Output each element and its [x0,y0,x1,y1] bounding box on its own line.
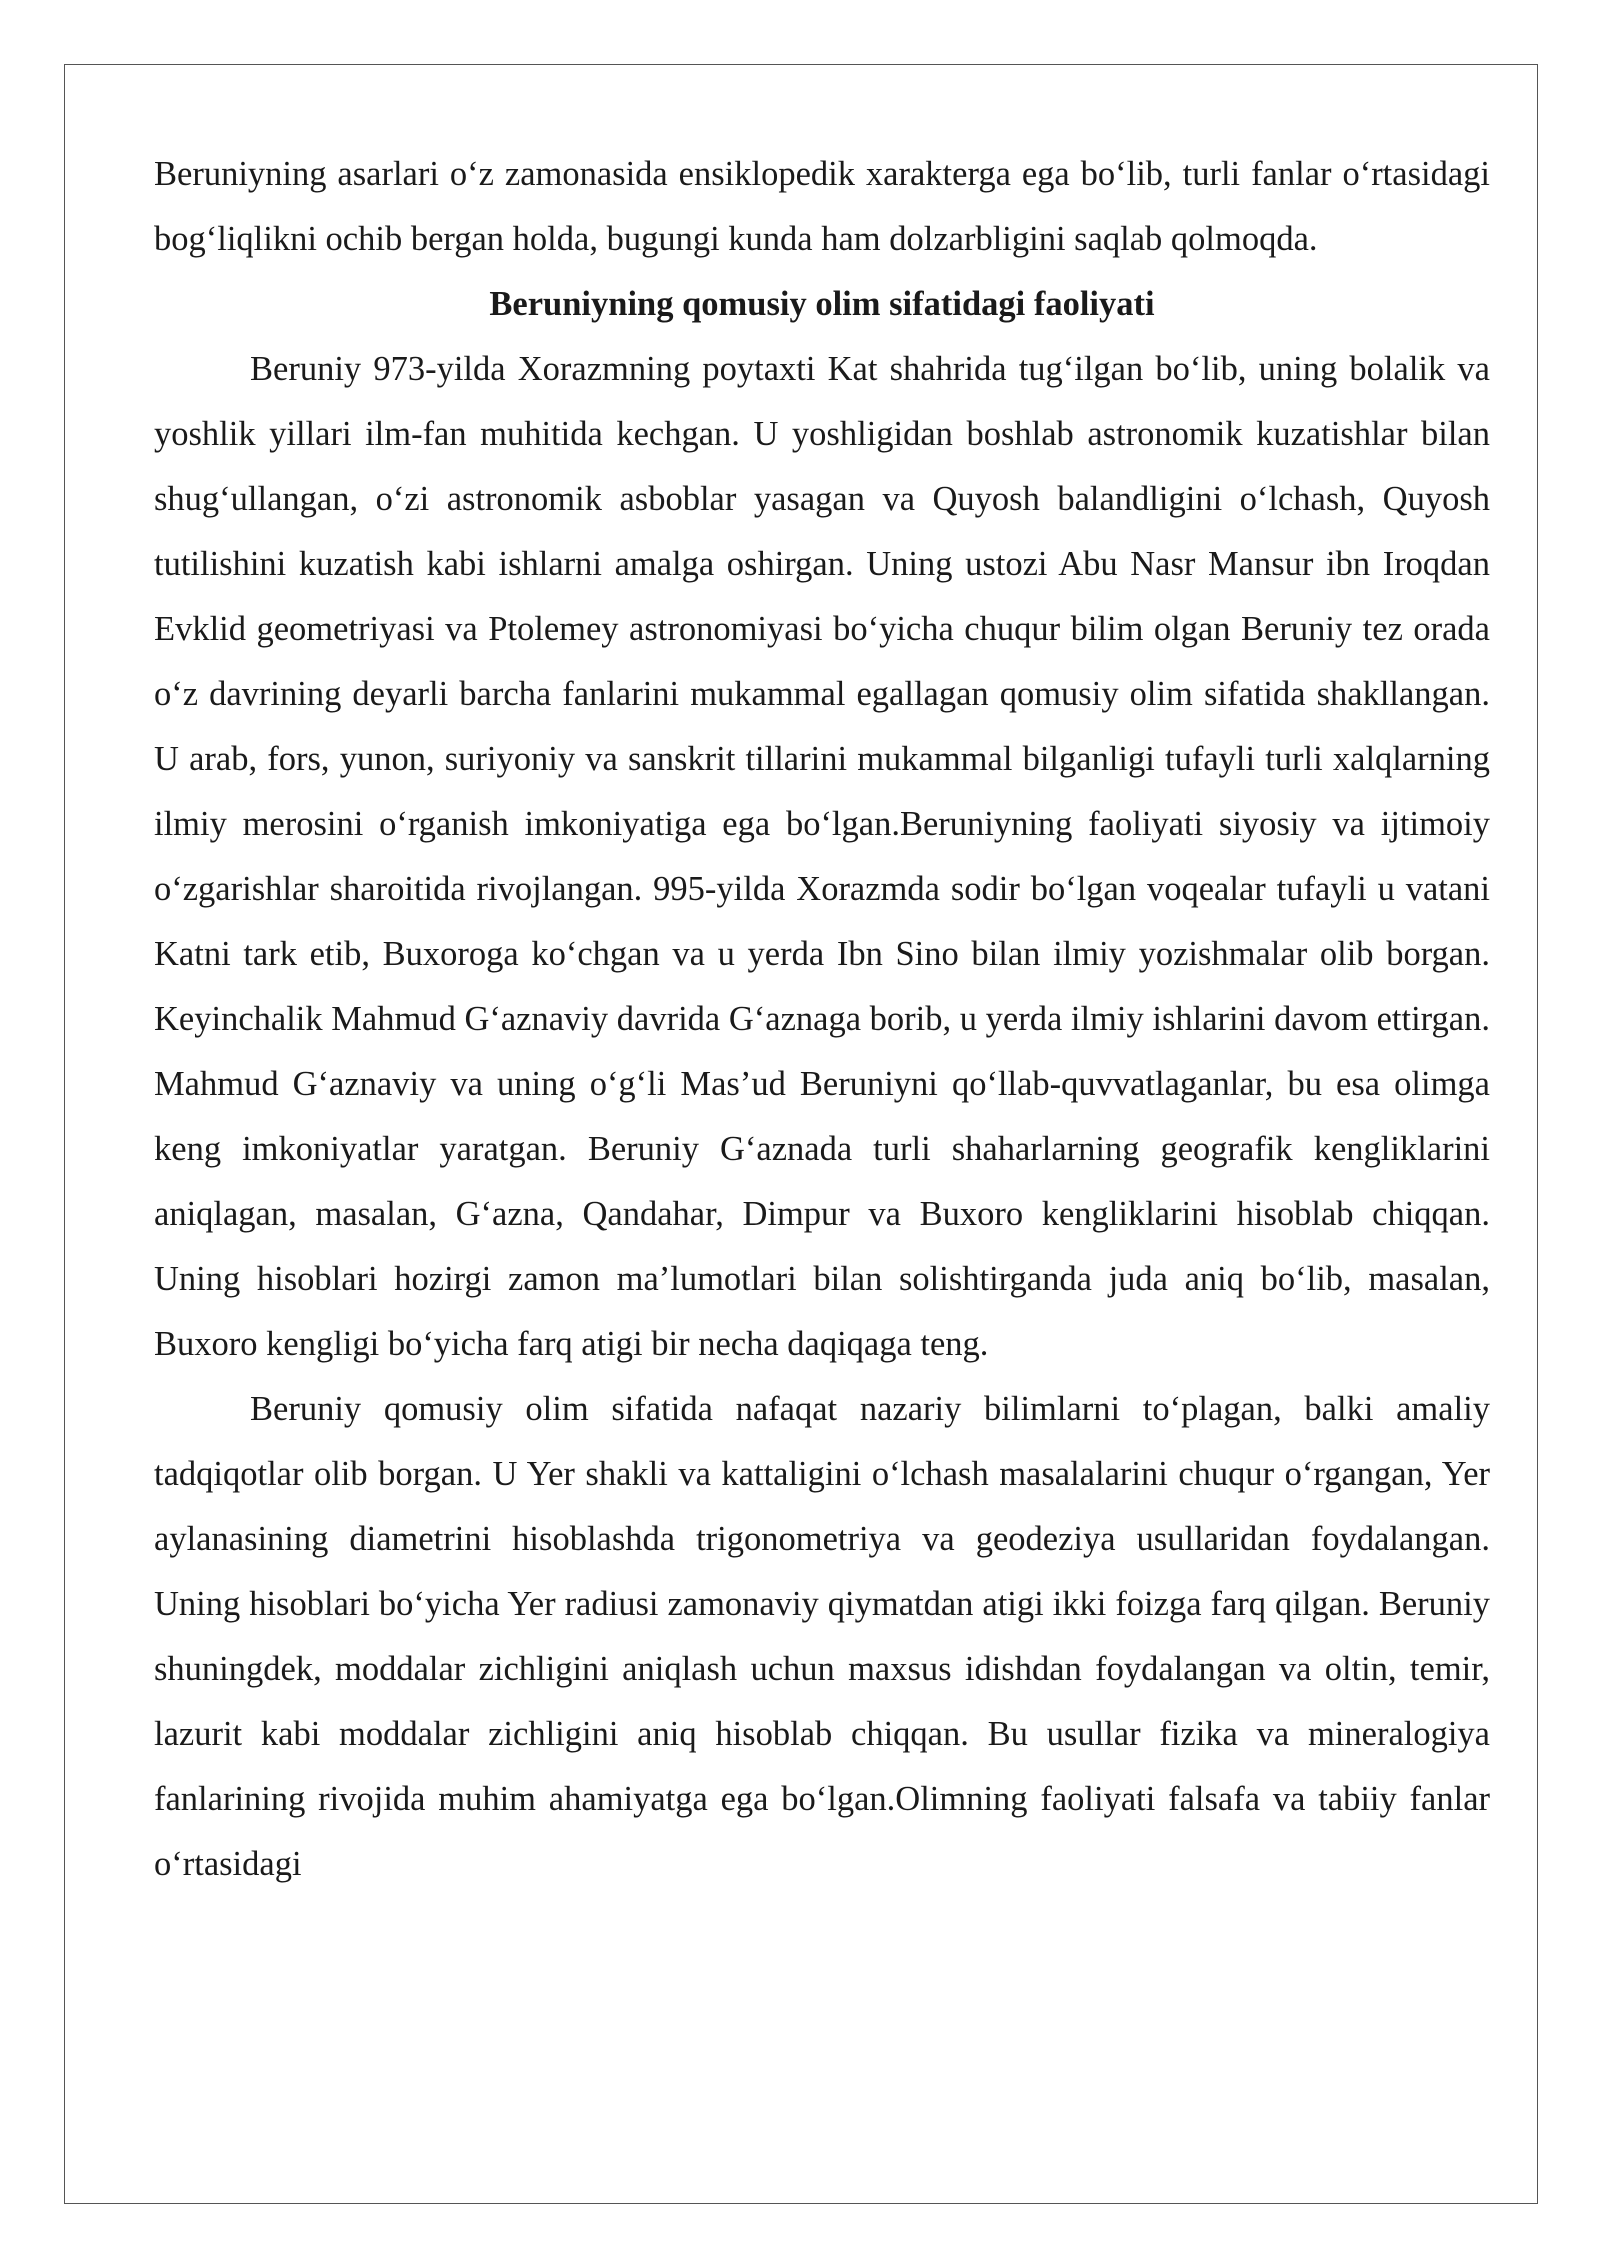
intro-paragraph: Beruniyning asarlari o‘z zamonasida ensiklopedik xarakterga ega bo‘lib, turli fanlar o‘rtasidagi bog‘liqlikni ochib bergan holda, bugungi kunda ham dolzarbligini saqlab qolmoqda. [154,155,1490,258]
body-paragraph-1: Beruniy 973-yilda Xorazmning poytaxti Kat shahrida tug‘ilgan bo‘lib, uning bolalik va yoshlik yillari ilm-fan muhitida kechgan. U yoshligidan boshlab astronomik kuzatishlar bilan shug‘ullangan, o‘zi astronomik asboblar yasagan va Quyosh balandligini o‘lchash, Quyosh tutilishini kuzatish kabi ishlarni amalga oshirgan. Uning ustozi Abu Nasr Mansur ibn Iroqdan Evklid geometriyasi va Ptolemey astronomiyasi bo‘yicha chuqur bilim olgan Beruniy tez orada o‘z davrining deyarli barcha fanlarini mukammal egallagan qomusiy olim sifatida shakllangan. U arab, fors, yunon, suriyoniy va sanskrit tillarini mukammal bilganligi tufayli turli xalqlarning ilmiy merosini o‘rganish imkoniyatiga ega bo‘lgan.Beruniyning faoliyati siyosiy va ijtimoiy o‘zgarishlar sharoitida rivojlangan. 995-yilda Xorazmda sodir bo‘lgan voqealar tufayli u vatani Katni tark etib, Buxoroga ko‘chgan va u yerda Ibn Sino bilan ilmiy yozishmalar olib borgan. Keyinchalik Mahmud G‘aznaviy davrida G‘aznaga borib, u yerda ilmiy ishlarini davom ettirgan. Mahmud G‘aznaviy va uning o‘g‘li Mas’ud Beruniyni qo‘llab-quvvatlaganlar, bu esa olimga keng imkoniyatlar yaratgan. Beruniy G‘aznada turli shaharlarning geografik kengliklarini aniqlagan, masalan, G‘azna, Qandahar, Dimpur va Buxoro kengliklarini hisoblab chiqqan. Uning hisoblari hozirgi zamon ma’lumotlari bilan solishtirganda juda aniq bo‘lib, masalan, Buxoro kengligi bo‘yicha farq atigi bir necha daqiqaga teng. [154,350,1490,1363]
document-body [154,142,1490,1897]
body-paragraph-2: Beruniy qomusiy olim sifatida nafaqat nazariy bilimlarni to‘plagan, balki amaliy tadqiqotlar olib borgan. U Yer shakli va kattaligini o‘lchash masalalarini chuqur o‘rgangan, Yer aylanasining diametrini hisoblashda trigonometriya va geodeziya usullaridan foydalangan. Uning hisoblari bo‘yicha Yer radiusi zamonaviy qiymatdan atigi ikki foizga farq qilgan. Beruniy shuningdek, moddalar zichligini aniqlash uchun maxsus idishdan foydalangan va oltin, temir, lazurit kabi moddalar zichligini aniq hisoblab chiqqan. Bu usullar fizika va mineralogiya fanlarining rivojida muhim ahamiyatga ega bo‘lgan.Olimning faoliyati falsafa va tabiiy fanlar o‘rtasidagi [154,1390,1490,1883]
section-heading: Beruniyning qomusiy olim sifatidagi faoliyati [489,285,1155,323]
